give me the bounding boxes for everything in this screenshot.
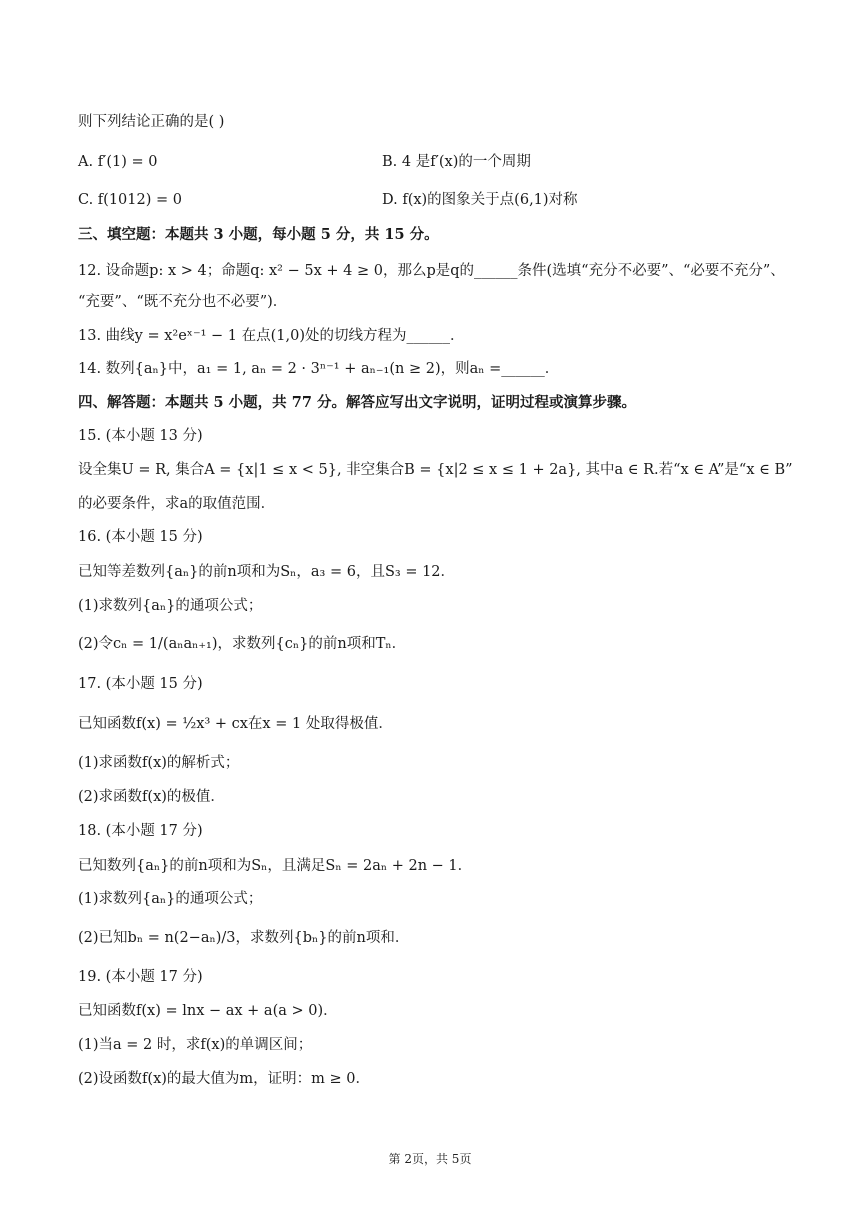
question-19-part-2: (2)设函数f(x)的最大值为m，证明：m ≥ 0． (78, 1071, 370, 1087)
question-17-body: 已知函数f(x) = ½x³ + cx在x = 1 处取得极值． (78, 716, 393, 732)
question-14: 14. 数列{aₙ}中，a₁ = 1, aₙ = 2 · 3ⁿ⁻¹ + aₙ₋₁(n ≥ 2)，则aₙ =______． (78, 361, 560, 377)
question-16-header: 16. (本小题 15 分) (78, 529, 203, 545)
question-16-part-1: (1)求数列{aₙ}的通项公式； (78, 598, 263, 614)
option-c: C. f(1012) = 0 (78, 192, 182, 208)
question-12-cont: “充要”、“既不充分也不必要”)． (78, 294, 288, 310)
question-17-header: 17. (本小题 15 分) (78, 676, 203, 692)
page-number: 第 2页，共 5页 (388, 1152, 472, 1166)
question-18-header: 18. (本小题 17 分) (78, 823, 203, 839)
question-19-header: 19. (本小题 17 分) (78, 969, 203, 985)
question-stem: 则下列结论正确的是( ) (78, 114, 225, 130)
question-18-part-1: (1)求数列{aₙ}的通项公式； (78, 891, 263, 907)
question-15-body: 设全集U = R, 集合A = {x|1 ≤ x < 5}, 非空集合B = {x|2 ≤ x ≤ 1 + 2a}, 其中a ∈ R.若“x ∈ A”是“x ∈ B” (78, 462, 793, 478)
section-heading-fill-blank: 三、填空题：本题共 3 小题，每小题 5 分，共 15 分。 (78, 226, 439, 243)
question-17-part-1: (1)求函数f(x)的解析式； (78, 755, 240, 771)
question-15-header: 15. (本小题 13 分) (78, 428, 203, 444)
option-a: A. f′(1) = 0 (78, 154, 158, 170)
question-17-part-2: (2)求函数f(x)的极值． (78, 789, 225, 805)
question-16-body: 已知等差数列{aₙ}的前n项和为Sₙ，a₃ = 6，且S₃ = 12． (78, 564, 456, 580)
question-12: 12. 设命题p: x > 4；命题q: x² − 5x + 4 ≥ 0，那么p是q的______条件(选填“充分不必要”、“必要不充分”、 (78, 263, 785, 279)
question-18-part-2: (2)已知bₙ = n(2−aₙ)/3，求数列{bₙ}的前n项和． (78, 930, 410, 946)
question-16-part-2: (2)令cₙ = 1/(aₙaₙ₊₁)，求数列{cₙ}的前n项和Tₙ． (78, 636, 407, 652)
question-19-part-1: (1)当a = 2 时，求f(x)的单调区间； (78, 1037, 313, 1053)
question-15-body-cont: 的必要条件，求a的取值范围． (78, 496, 276, 512)
option-d: D. f(x)的图象关于点(6,1)对称 (382, 192, 578, 208)
question-18-body: 已知数列{aₙ}的前n项和为Sₙ，且满足Sₙ = 2aₙ + 2n − 1． (78, 858, 473, 874)
question-13: 13. 曲线y = x²eˣ⁻¹ − 1 在点(1,0)处的切线方程为______． (78, 328, 465, 344)
option-b: B. 4 是f′(x)的一个周期 (382, 154, 531, 170)
section-heading-answer: 四、解答题：本题共 5 小题，共 77 分。解答应写出文字说明，证明过程或演算步骤。 (78, 394, 636, 411)
question-19-body: 已知函数f(x) = lnx − ax + a(a > 0)． (78, 1003, 338, 1019)
